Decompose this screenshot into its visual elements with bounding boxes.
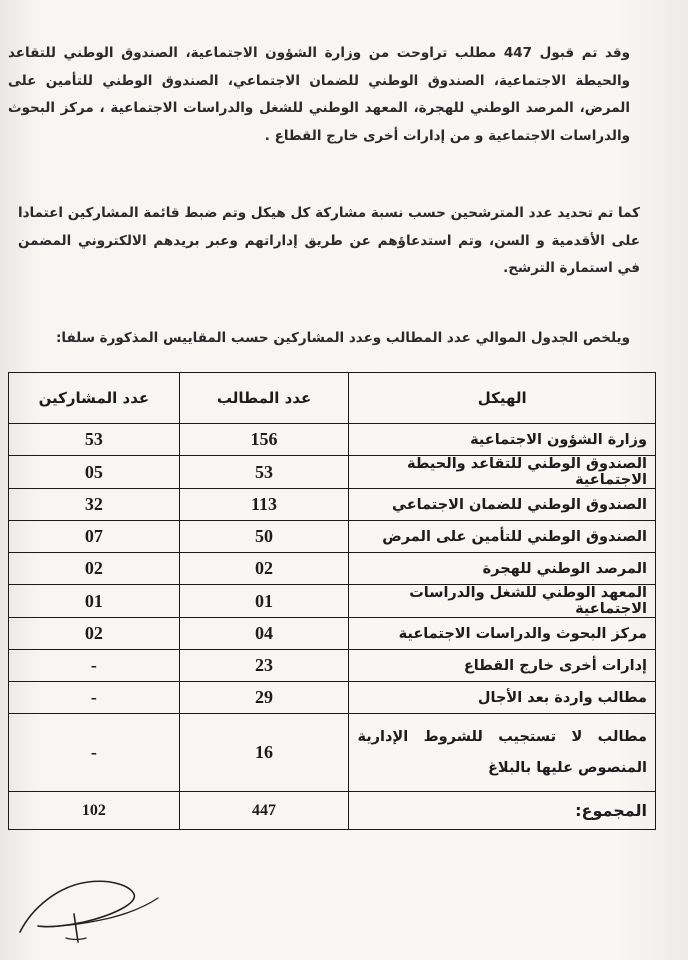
row-participants: 05 (9, 456, 180, 489)
requests-table (8, 372, 656, 830)
paragraph-table-intro: ويلخص الجدول الموالي عدد المطالب وعدد المشاركين حسب المقاييس المذكورة سلفا: (56, 330, 630, 346)
row-requests: 23 (179, 650, 349, 682)
row-participants: 01 (9, 585, 180, 618)
row-requests: 02 (179, 553, 349, 585)
header-participants: عدد المشاركين (9, 373, 180, 424)
row-participants: 07 (9, 521, 180, 553)
row-requests: 01 (179, 585, 349, 618)
row-name: إدارات أخرى خارج القطاع (349, 650, 656, 682)
table-header-row (9, 373, 656, 424)
row-name: المرصد الوطني للهجرة (349, 553, 656, 585)
table-row (9, 650, 656, 682)
total-label: المجموع: (349, 792, 656, 830)
row-name: وزارة الشؤون الاجتماعية (349, 424, 656, 456)
row-participants: 02 (9, 553, 180, 585)
header-requests: عدد المطالب (179, 373, 349, 424)
signature-mark (14, 868, 164, 948)
row-requests: 50 (179, 521, 349, 553)
row-participants: - (9, 682, 180, 714)
row-requests: 113 (179, 489, 349, 521)
table-total-row (9, 792, 656, 830)
table-row (9, 521, 656, 553)
table-row (9, 618, 656, 650)
row-requests: 156 (179, 424, 349, 456)
table-row (9, 714, 656, 792)
total-participants: 102 (9, 792, 180, 830)
table-row (9, 456, 656, 489)
row-name: مركز البحوث والدراسات الاجتماعية (349, 618, 656, 650)
row-requests: 29 (179, 682, 349, 714)
paragraph-requests-intro: وقد تم قبول 447 مطلب تراوحت من وزارة الشؤون الاجتماعية، الصندوق الوطني للتقاعد والحيطة الاجتماعية، الصندوق الوطني للضمان الاجتماعي، الصندوق الوطني للتأمين على المرض، المرصد الوطني للهجرة، المعهد الوطني للشغل والدراسات الاجتماعية ، مركز البحوث والدراسات الاجتماعية و من إدارات أخرى خارج القطاع . (8, 45, 631, 144)
row-name: الصندوق الوطني للتقاعد والحيطة الاجتماعية (349, 456, 656, 489)
table-row (9, 553, 656, 585)
row-participants: 32 (9, 489, 180, 521)
table-row (9, 682, 656, 714)
row-name: مطالب لا تستجيب للشروط الإدارية المنصوص عليها بالبلاغ (349, 714, 656, 792)
table-row (9, 489, 656, 521)
table-row (9, 585, 656, 618)
row-name: الصندوق الوطني للضمان الاجتماعي (349, 489, 656, 521)
row-participants: - (9, 714, 180, 792)
row-name: المعهد الوطني للشغل والدراسات الاجتماعية (349, 585, 656, 618)
row-participants: 53 (9, 424, 180, 456)
table-row (9, 424, 656, 456)
row-participants: 02 (9, 618, 180, 650)
row-requests: 53 (179, 456, 349, 489)
row-requests: 16 (179, 714, 349, 792)
row-participants: - (9, 650, 180, 682)
header-structure: الهيكل (349, 373, 656, 424)
total-requests: 447 (179, 792, 349, 830)
row-requests: 04 (179, 618, 349, 650)
paragraph-participants-selection: كما تم تحديد عدد المترشحين حسب نسبة مشاركة كل هيكل وتم ضبط قائمة المشاركين اعتمادا على الأقدمية و السن، وتم استدعاؤهم عن طريق إداراتهم وعبر بريدهم الالكتروني المضمن في استمارة الترشح. (18, 205, 640, 276)
row-name: مطالب واردة بعد الأجال (349, 682, 656, 714)
row-name: الصندوق الوطني للتأمين على المرض (349, 521, 656, 553)
